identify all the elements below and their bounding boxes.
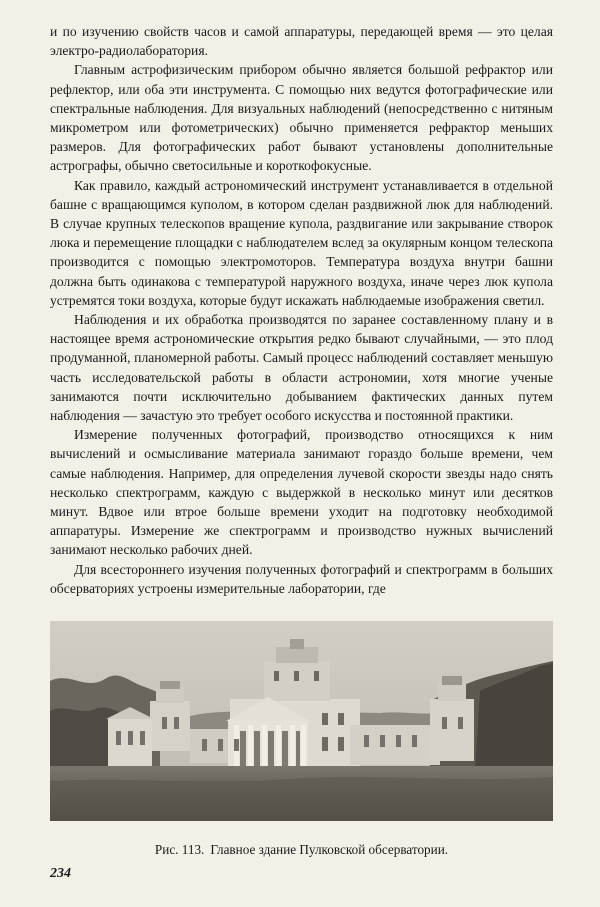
right-wing xyxy=(350,725,440,765)
left-tower-base xyxy=(150,701,190,751)
paragraph-laboratories: Для всестороннего изучения полученных фотографий и спектрограмм в больших обсерваториях устроены измерительные лаборатории, где xyxy=(50,561,553,596)
page-number: 234 xyxy=(50,866,71,881)
paragraph-continuation: и по изучению свойств часов и самой аппаратуры, передающей время — это целая электро-радиолаборатория. xyxy=(50,24,553,59)
paragraph-instruments: Главным астрофизическим прибором обычно является большой рефрактор или рефлектор, или оба эти инструмента. С помощью них ведутся фотографические или спектральные наблюдения. Для визуальных наблюдений (непосредственно с нитяным микрометром или фотометрических) обычно применяется рефрактор меньших размеров. Для фотографических работ бывают установлены дополнительные астрографы, обычно светосильные и короткофокусные. xyxy=(50,62,553,174)
central-dome-top xyxy=(276,647,318,663)
left-tower-top xyxy=(160,681,180,689)
right-tower-drum xyxy=(438,683,466,701)
photo-grass-texture xyxy=(50,777,553,821)
right-tower-top xyxy=(442,676,462,685)
right-tower-base xyxy=(430,699,474,761)
body-text xyxy=(50,22,553,598)
central-dome-lantern xyxy=(290,639,304,649)
paragraph-observations: Наблюдения и их обработка производятся по заранее составленному плану и в настоящее время астрономические открытия редко бывают случайными, — это плод продуманной, планомерной работы. Самый процесс наблюдений составляет меньшую часть исследовательской работы в области астрономии, хотя многие ученые занимаются почти исключительно добыванием фактических данных путем наблюдения — зачастую это требует особого искусства и постоянной практики. xyxy=(50,312,553,424)
paragraph-domes: Как правило, каждый астрономический инструмент устанавливается в отдельной башне с вращающимся куполом, в котором сделан раздвижной люк для наблюдений. В случае крупных телескопов вращение купола, раздвигание или закрывание створок люка и перемещение площадки с наблюдателем вслед за окулярным концом телескопа производится с помощью электромоторов. Температура воздуха внутри башни должна быть одинакова с температурой наружного воздуха, иначе через люк купола устремятся токи воздуха, которые будут искажать наблюдаемые изображения светил. xyxy=(50,177,553,308)
left-tower-drum xyxy=(156,687,184,703)
observatory-photo-drawing xyxy=(50,621,553,821)
figure-number: Рис. 113. xyxy=(154,842,205,857)
figure-caption xyxy=(50,842,553,858)
figure-caption-text: Главное здание Пулковской обсерватории. xyxy=(210,842,449,857)
paragraph-measurements: Измерение полученных фотографий, производство относящихся к ним вычислений и осмысливание материала занимают гораздо больше времени, чем самые наблюдения. Например, для определения лучевой скорости звезды надо снять несколько спектрограмм, каждую с выдержкой в несколько минут или десятков минут. Вдвое или втрое больше времени уходит на подготовку необходимой аппаратуры. Измерение же спектрограмм и производство нужных вычислений занимают несколько рабочих дней. xyxy=(50,427,553,558)
observatory-photo xyxy=(50,621,553,821)
